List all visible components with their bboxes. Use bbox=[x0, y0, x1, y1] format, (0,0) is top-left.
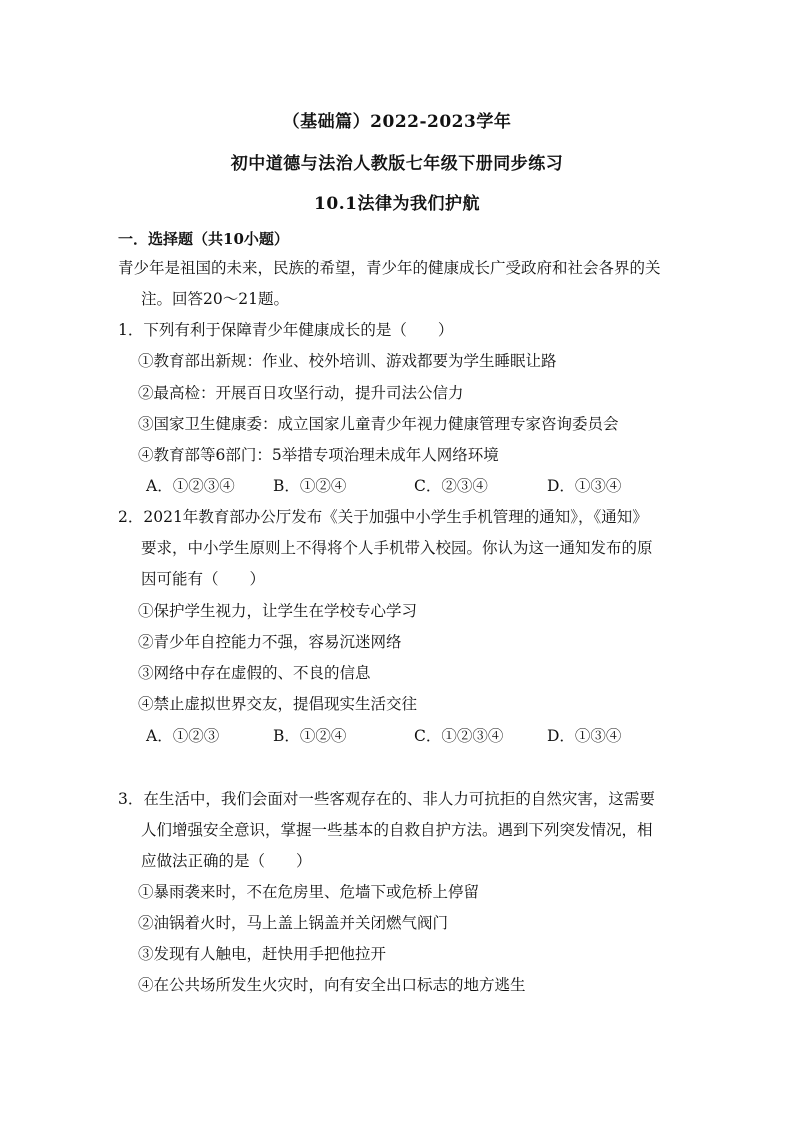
question-stem: 2．2021年教育部办公厅发布《关于加强中小学生手机管理的通知》，《通知》 bbox=[118, 508, 648, 526]
question-item: ①教育部出新规：作业、校外培训、游戏都要为学生睡眠让路 bbox=[138, 352, 557, 370]
option-c: C．②③④ bbox=[414, 477, 488, 495]
question-stem: 要求，中小学生原则上不得将个人手机带入校园。你认为这一通知发布的原 bbox=[141, 539, 653, 557]
section-heading: 一．选择题（共10小题） bbox=[118, 230, 289, 248]
question-item: ③发现有人触电，赶快用手把他拉开 bbox=[138, 945, 387, 963]
question-item: ②油锅着火时，马上盖上锅盖并关闭燃气阀门 bbox=[138, 914, 449, 932]
option-d: D．①③④ bbox=[547, 477, 622, 495]
option-b: B．①②④ bbox=[273, 727, 347, 745]
option-b: B．①②④ bbox=[273, 477, 347, 495]
question-item: ②青少年自控能力不强，容易沉迷网络 bbox=[138, 633, 402, 651]
question-stem: 1．下列有利于保障青少年健康成长的是（ ） bbox=[118, 321, 454, 339]
question-stem: 因可能有（ ） bbox=[141, 570, 266, 588]
question-stem: 人们增强安全意识，掌握一些基本的自救自护方法。遇到下列突发情况，相 bbox=[141, 821, 653, 839]
question-stem: 3．在生活中，我们会面对一些客观存在的、非人力可抗拒的自然灾害，这需要 bbox=[118, 790, 655, 808]
question-item: ①保护学生视力，让学生在学校专心学习 bbox=[138, 602, 418, 620]
doc-title-course: 初中道德与法治人教版七年级下册同步练习 bbox=[230, 154, 564, 174]
intro-line: 青少年是祖国的未来，民族的希望，青少年的健康成长广受政府和社会各界的关 bbox=[118, 259, 661, 277]
question-item: ①暴雨袭来时，不在危房里、危墙下或危桥上停留 bbox=[138, 883, 480, 901]
intro-line: 注。回答20～21题。 bbox=[141, 290, 289, 308]
doc-title-lesson: 10.1法律为我们护航 bbox=[314, 194, 480, 214]
question-item: ③国家卫生健康委：成立国家儿童青少年视力健康管理专家咨询委员会 bbox=[138, 415, 619, 433]
option-a: A．①②③ bbox=[146, 727, 220, 745]
question-item: ④禁止虚拟世界交友，提倡现实生活交往 bbox=[138, 695, 418, 713]
option-a: A．①②③④ bbox=[146, 477, 235, 495]
question-item: ③网络中存在虚假的、不良的信息 bbox=[138, 664, 371, 682]
doc-title-series: （基础篇）2022-2023学年 bbox=[282, 112, 512, 132]
question-item: ④在公共场所发生火灾时，向有安全出口标志的地方逃生 bbox=[138, 976, 526, 994]
option-c: C．①②③④ bbox=[414, 727, 504, 745]
question-stem: 应做法正确的是（ ） bbox=[141, 852, 312, 870]
option-d: D．①③④ bbox=[547, 727, 622, 745]
question-item: ④教育部等6部门：5举措专项治理未成年人网络环境 bbox=[138, 446, 499, 464]
question-item: ②最高检：开展百日攻坚行动，提升司法公信力 bbox=[138, 384, 464, 402]
